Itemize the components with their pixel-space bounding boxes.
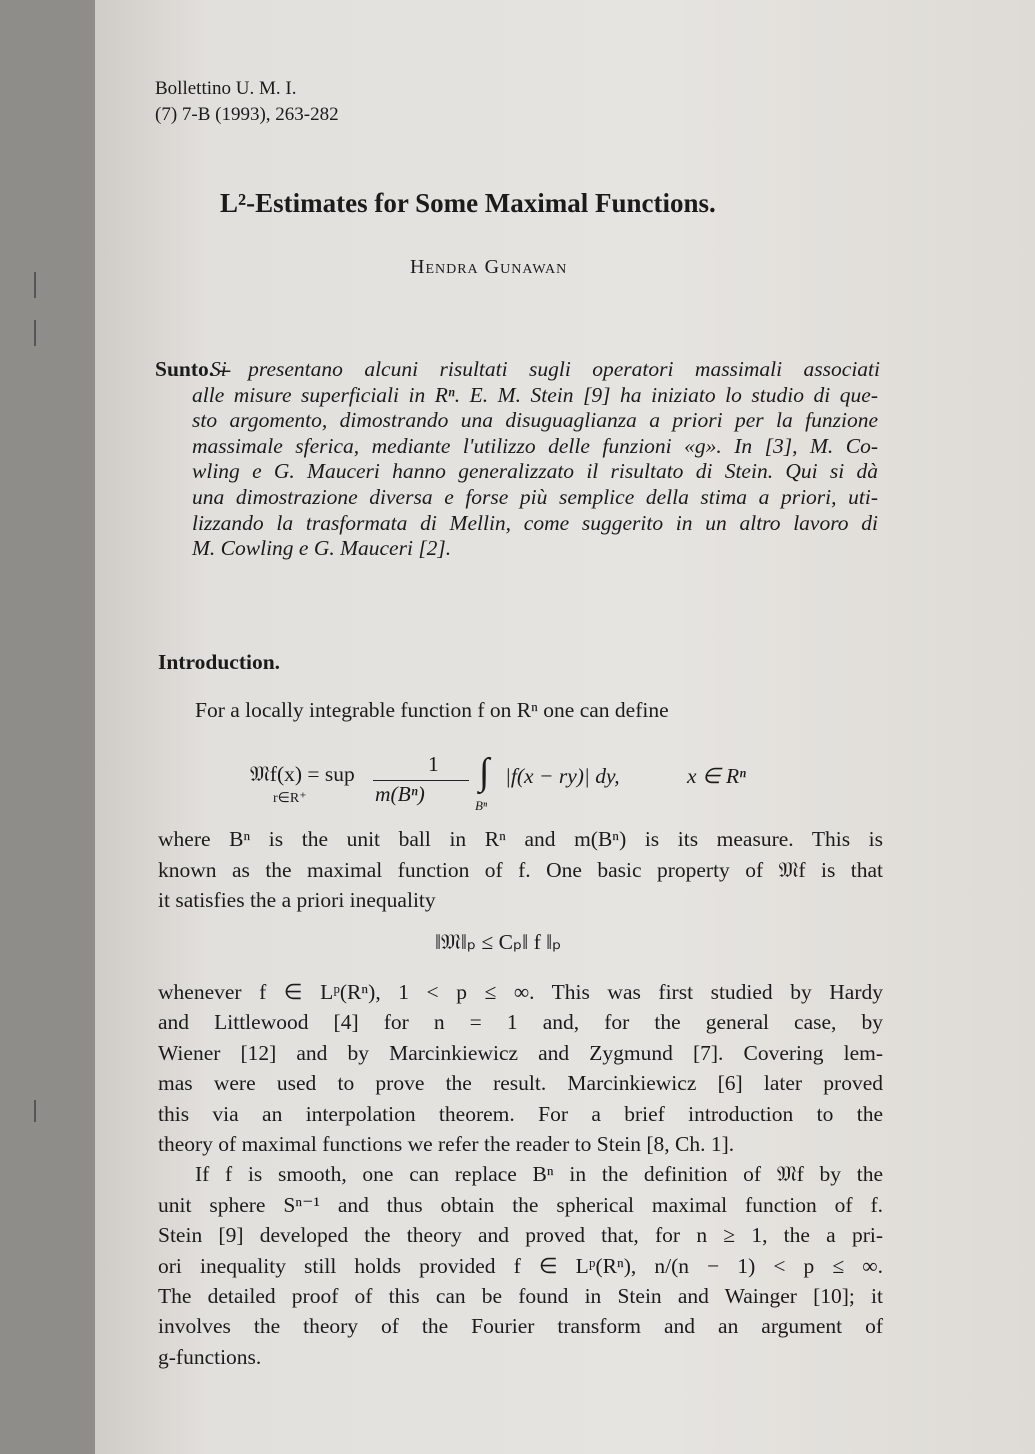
paper-title: L²-Estimates for Some Maximal Functions. bbox=[220, 188, 716, 218]
formula-sub: r∈R⁺ bbox=[273, 791, 307, 806]
text-line: sto argomento, dimostrando una disuguaglianza a priori per la funzione bbox=[192, 408, 878, 433]
text-line: alle misure superficiali in Rⁿ. E. M. Stein [9] ha iniziato lo studio di que- bbox=[192, 382, 878, 407]
text-line: Stein [9] developed the theory and proved that, for n ≥ 1, the a pri- bbox=[158, 1223, 883, 1248]
text-line: The detailed proof of this can be found in Stein and Wainger [10]; it bbox=[158, 1284, 883, 1308]
formula-integrand: |f(x − ry)| dy, bbox=[505, 764, 620, 788]
text-line: whenever f ∈ Lᵖ(Rⁿ), 1 < p ≤ ∞. This was first studied by Hardy bbox=[158, 980, 883, 1004]
fraction-bar bbox=[373, 780, 469, 781]
text-line: M. Cowling e G. Mauceri [2]. bbox=[192, 536, 452, 561]
formula-lhs: 𝔐f(x) = sup bbox=[250, 762, 355, 786]
text-line: where Bⁿ is the unit ball in Rⁿ and m(Bⁿ) is its measure. This is bbox=[158, 827, 883, 851]
journal-volume: (7) 7-B (1993), 263-282 bbox=[155, 104, 339, 125]
author: Hendra Gunawan bbox=[410, 256, 568, 278]
binding-mark bbox=[34, 272, 36, 298]
binding-mark bbox=[34, 320, 36, 346]
text-line: involves the theory of the Fourier transform and an argument of bbox=[158, 1314, 883, 1339]
formula-condition: x ∈ Rⁿ bbox=[687, 764, 746, 788]
formula-denominator: m(Bⁿ) bbox=[375, 782, 425, 806]
text-line: it satisfies the a priori inequality bbox=[158, 888, 436, 912]
text-line: If f is smooth, one can replace Bⁿ in the definition of 𝔐f by the bbox=[195, 1162, 883, 1187]
text-line: ori inequality still holds provided f ∈ Lᵖ(Rⁿ), n/(n − 1) < p ≤ ∞. bbox=[158, 1253, 883, 1278]
text-line: known as the maximal function of f. One basic property of 𝔐f is that bbox=[158, 857, 883, 882]
text-line: theory of maximal functions we refer the reader to Stein [8, Ch. 1]. bbox=[158, 1132, 735, 1156]
binding-mark bbox=[34, 1100, 36, 1122]
paper-page bbox=[95, 0, 1035, 1454]
integral-sign: ∫ bbox=[479, 751, 490, 793]
text-line: Wiener [12] and by Marcinkiewicz and Zygmund [7]. Covering lem- bbox=[158, 1040, 883, 1065]
text-line: massimale sferica, mediante l'utilizzo delle funzioni «g». In [3], M. Co- bbox=[192, 433, 878, 458]
integral-domain: Bⁿ bbox=[475, 798, 488, 813]
intro-line: For a locally integrable function f on Rⁿ one can define bbox=[195, 698, 669, 722]
journal-name: Bollettino U. M. I. bbox=[155, 78, 297, 99]
text-line: unit sphere Sⁿ⁻¹ and thus obtain the spherical maximal function of f. bbox=[158, 1192, 883, 1217]
text-line: una dimostrazione diversa e forse più semplice della stima a priori, uti- bbox=[192, 485, 878, 509]
section-heading: Introduction. bbox=[158, 650, 281, 674]
abstract-label: Sunto. – bbox=[155, 357, 231, 381]
text-line: wling e G. Mauceri hanno generalizzato il risultato di Stein. Qui si dà bbox=[192, 459, 878, 484]
text-line: Si presentano alcuni risultati sugli operatori massimali associati bbox=[210, 357, 880, 381]
text-line: mas were used to prove the result. Marcinkiewicz [6] later proved bbox=[158, 1071, 883, 1096]
formula-inequality: ‖𝔐‖ₚ ≤ Cₚ‖ f ‖ₚ bbox=[435, 930, 562, 954]
text-line: this via an interpolation theorem. For a brief introduction to the bbox=[158, 1101, 883, 1126]
formula-numerator: 1 bbox=[428, 752, 439, 776]
text-line: g-functions. bbox=[158, 1344, 262, 1369]
text-line: and Littlewood [4] for n = 1 and, for the general case, by bbox=[158, 1010, 883, 1035]
text-line: lizzando la trasformata di Mellin, come suggerito in un altro lavoro di bbox=[192, 510, 878, 535]
